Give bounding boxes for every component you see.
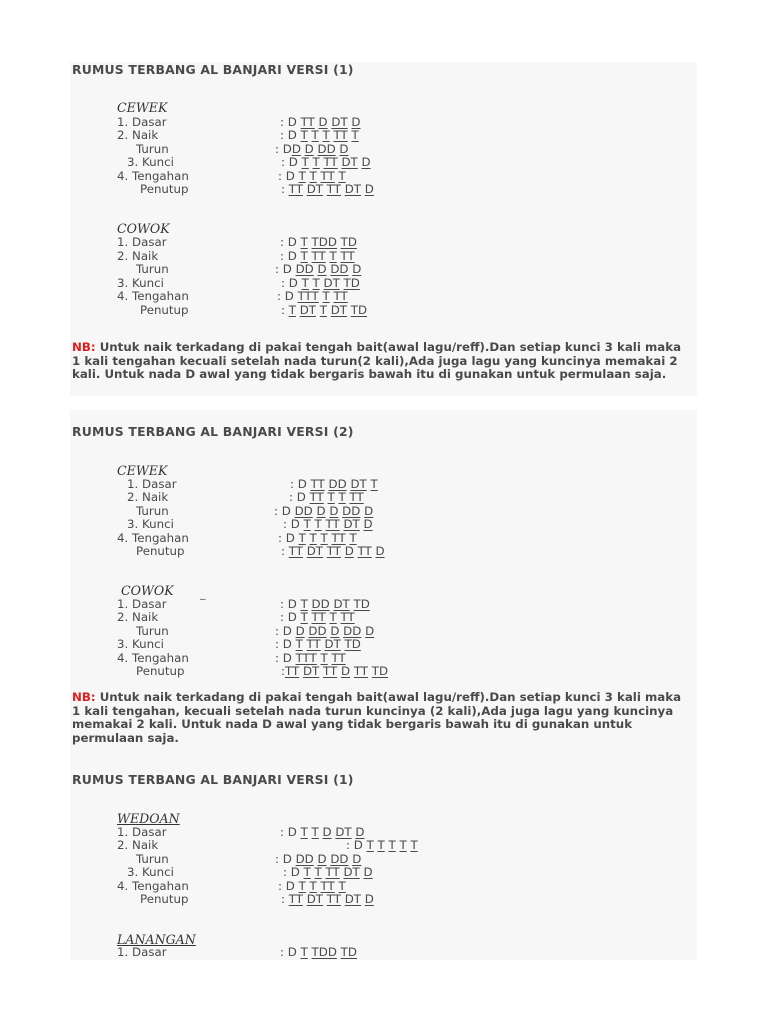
rhythm-label: 1. Dasar: [117, 235, 167, 249]
section-title: RUMUS TERBANG AL BANJARI VERSI (1): [72, 772, 354, 787]
rhythm-label: 3. Kunci: [127, 865, 174, 880]
rhythm-pattern: :TT DT TT D TT TD: [281, 664, 389, 678]
rhythm-label: 4. Tengahan: [117, 530, 189, 545]
note: [72, 691, 690, 745]
rhythm-pattern: : DD D DD D: [275, 141, 349, 156]
rhythm-pattern: : D T TDD TD: [280, 235, 357, 249]
group-heading-cewek: CEWEK: [117, 100, 168, 115]
rhythm-label: 1. Dasar: [117, 945, 167, 959]
rhythm-label: Turun: [136, 262, 169, 276]
rhythm-label: 4. Tengahan: [117, 289, 189, 303]
rhythm-label: 2. Naik: [117, 248, 159, 263]
rhythm-pattern: : D TT T T TT: [289, 490, 364, 505]
note-label: NB:: [72, 340, 96, 354]
section-title: RUMUS TERBANG AL BANJARI VERSI (2): [72, 424, 354, 439]
rhythm-pattern: : TT DT TT DT D: [281, 182, 374, 196]
dash-mark: _: [200, 587, 206, 600]
rhythm-label: 3. Kunci: [127, 517, 174, 532]
rhythm-pattern: : D TTT T TT: [275, 650, 346, 665]
rhythm-label: 2. Naik: [117, 838, 159, 853]
group-heading-cowok: COWOK: [117, 221, 170, 236]
rhythm-pattern: : D DD D DD D: [275, 851, 362, 866]
rhythm-label: Penutup: [140, 302, 189, 317]
group-heading-cewek: CEWEK: [117, 463, 168, 478]
rhythm-pattern: : D T T TT DT D: [283, 865, 373, 880]
rhythm-pattern: : D T TDD TD: [280, 945, 357, 959]
rhythm-pattern: : TT DT TT DT D: [281, 892, 374, 906]
rhythm-label: 3. Kunci: [117, 637, 164, 652]
rhythm-pattern: : D T T T TT T: [280, 128, 359, 143]
rhythm-label: Turun: [136, 851, 169, 866]
rhythm-label: 2. Naik: [117, 610, 159, 625]
rhythm-pattern: : D T T TT T: [278, 168, 346, 183]
rhythm-label: Penutup: [140, 892, 189, 906]
rhythm-label: 1. Dasar: [117, 597, 167, 611]
rhythm-label: 1. Dasar: [117, 825, 167, 839]
rhythm-label: 1. Dasar: [127, 477, 177, 491]
rhythm-label: 3. Kunci: [117, 275, 164, 290]
rhythm-pattern: : D T T TT T: [278, 878, 346, 893]
rhythm-pattern: : D D DD D DD D: [275, 623, 375, 638]
rhythm-pattern: : D T T TT DT D: [283, 517, 373, 532]
rhythm-pattern: : D DD D DD D: [275, 262, 362, 276]
group-heading-cowok: COWOK: [121, 583, 174, 598]
section-title: RUMUS TERBANG AL BANJARI VERSI (1): [72, 62, 354, 77]
rhythm-pattern: : D T TT DT TD: [275, 637, 361, 652]
rhythm-label: Penutup: [136, 544, 185, 558]
rhythm-pattern: : D DD D D DD D: [274, 503, 374, 518]
rhythm-pattern: : D T T D DT D: [280, 825, 365, 839]
note-text: Untuk naik terkadang di pakai tengah bait(awal lagu/reff).Dan setiap kunci 3 kali maka 1 kali tengahan, kecuali setelah nada turun kuncinya (2 kali),Ada juga lagu yang kuncinya memakai 2 kali. Untuk nada D awal yang tidak bergaris bawah itu di gunakan untuk permulaan saja.: [72, 690, 682, 745]
note-label: NB:: [72, 690, 96, 704]
rhythm-label: 4. Tengahan: [117, 168, 189, 183]
note-text: Untuk naik terkadang di pakai tengah bait(awal lagu/reff).Dan setiap kunci 3 kali maka 1 kali tengahan kecuali setelah nada turun(2 kali),Ada juga lagu yang kuncinya memakai 2 kali. Untuk nada D awal yang tidak bergaris bawah itu di gunakan untuk permulaan saja.: [72, 340, 682, 381]
rhythm-pattern: : TT DT TT D TT D: [281, 544, 385, 558]
rhythm-pattern: : T DT T DT TD: [281, 302, 368, 317]
rhythm-pattern: : D T T T TT T: [278, 530, 357, 545]
rhythm-pattern: : D T T TT DT D: [281, 155, 371, 170]
rhythm-pattern: : D TT D DT D: [280, 115, 361, 129]
rhythm-label: 2. Naik: [117, 128, 159, 143]
rhythm-label: 1. Dasar: [117, 115, 167, 129]
rhythm-pattern: : D T TT T TT: [280, 610, 355, 625]
rhythm-pattern: : D TT DD DT T: [290, 477, 378, 491]
rhythm-label: 4. Tengahan: [117, 878, 189, 893]
rhythm-label: 4. Tengahan: [117, 650, 189, 665]
rhythm-label: 2. Naik: [127, 490, 169, 505]
group-heading-lanangan: LANANGAN: [117, 932, 196, 947]
note: [72, 341, 690, 382]
rhythm-label: Turun: [136, 141, 169, 156]
rhythm-label: Turun: [136, 503, 169, 518]
rhythm-label: Penutup: [140, 182, 189, 196]
rhythm-pattern: : D T T DT TD: [281, 275, 360, 290]
rhythm-label: 3. Kunci: [127, 155, 174, 170]
rhythm-label: Penutup: [136, 664, 185, 678]
rhythm-pattern: : D TTT T TT: [277, 289, 348, 303]
rhythm-pattern: : D T TT T TT: [280, 248, 355, 263]
rhythm-pattern: : D T T T T T: [346, 838, 418, 853]
rhythm-pattern: : D T DD DT TD: [280, 597, 370, 611]
group-heading-wedoan: WEDOAN: [117, 811, 180, 826]
rhythm-label: Turun: [136, 623, 169, 638]
